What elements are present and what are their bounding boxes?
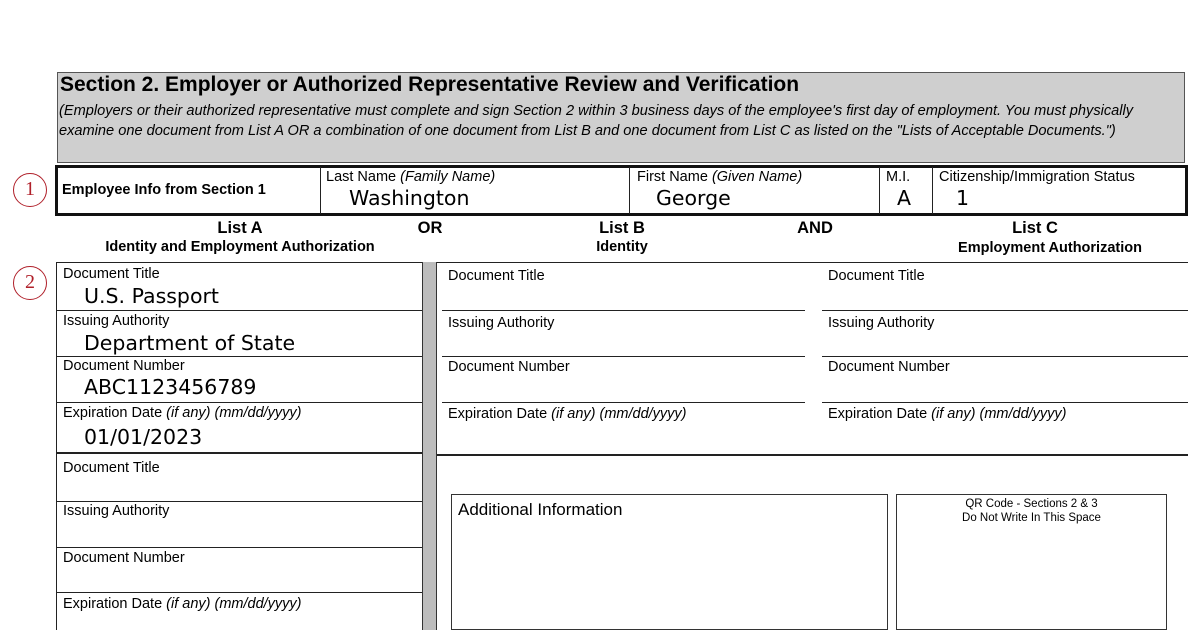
- list-c-doc-title-label: Document Title: [828, 268, 925, 284]
- list-c-issuing-label: Issuing Authority: [828, 315, 935, 331]
- list-a-expiration-field[interactable]: 01/01/2023: [84, 425, 203, 449]
- list-c-issuing-field[interactable]: [822, 356, 1188, 357]
- list-a-doc-number-field[interactable]: ABC1123456789: [84, 375, 257, 399]
- last-name-field[interactable]: Washington: [349, 186, 470, 210]
- employee-info-label: Employee Info from Section 1: [62, 182, 266, 198]
- citizenship-status-field[interactable]: 1: [956, 186, 970, 210]
- middle-initial-field[interactable]: A: [897, 186, 912, 210]
- qr-code-note: QR Code - Sections 2 & 3 Do Not Write In This Space: [962, 498, 1101, 524]
- list-b-doc-title-label: Document Title: [448, 268, 545, 284]
- list-b-expiration-label: Expiration Date (if any) (mm/dd/yyyy): [448, 406, 687, 422]
- list-a-doc2-number-label: Document Number: [63, 550, 185, 566]
- step-marker-2: 2: [13, 266, 47, 300]
- list-b-doc-title-field[interactable]: [442, 310, 805, 311]
- list-b-doc-number-field[interactable]: [442, 402, 805, 403]
- list-c-title: List C: [1012, 219, 1058, 237]
- list-b-subtitle: Identity: [596, 239, 648, 255]
- last-name-label: Last Name (Family Name): [326, 169, 496, 185]
- list-b-title: List B: [599, 219, 645, 237]
- list-a-expiration-label: Expiration Date (if any) (mm/dd/yyyy): [63, 405, 302, 421]
- step-marker-1: 1: [13, 173, 47, 207]
- list-c-doc-number-field[interactable]: [822, 402, 1188, 403]
- list-b-doc-number-label: Document Number: [448, 359, 570, 375]
- list-c-doc-number-label: Document Number: [828, 359, 950, 375]
- list-a-doc2-title-field[interactable]: [56, 501, 422, 502]
- list-a-title: List A: [217, 219, 263, 237]
- section-title: Section 2. Employer or Authorized Representative Review and Verification: [60, 73, 800, 96]
- column-divider: [422, 262, 437, 630]
- list-a-doc2-title-label: Document Title: [63, 460, 160, 476]
- or-label: OR: [417, 219, 443, 237]
- list-a-doc-title-field[interactable]: U.S. Passport: [84, 284, 219, 308]
- list-b-issuing-label: Issuing Authority: [448, 315, 555, 331]
- first-name-label: First Name (Given Name): [637, 169, 803, 185]
- section-instructions: (Employers or their authorized representative must complete and sign Section 2 within 3 business days of the employee's first day of employment. You must physically examine one document from List A OR a combination of one document from List B and one document from List C as listed on the "Lists of Acceptable Documents."): [59, 103, 1134, 139]
- list-c-doc-title-field[interactable]: [822, 310, 1188, 311]
- and-label: AND: [797, 219, 833, 237]
- list-c-subtitle: Employment Authorization: [958, 240, 1142, 256]
- first-name-field[interactable]: George: [656, 186, 731, 210]
- citizenship-status-label: Citizenship/Immigration Status: [939, 169, 1135, 185]
- list-a-doc-title-label: Document Title: [63, 266, 160, 282]
- middle-initial-label: M.I.: [886, 169, 911, 185]
- list-a-doc2-issuing-label: Issuing Authority: [63, 503, 170, 519]
- list-a-doc2-issuing-field[interactable]: [56, 547, 422, 548]
- list-a-subtitle: Identity and Employment Authorization: [105, 239, 375, 255]
- list-a-issuing-label: Issuing Authority: [63, 313, 170, 329]
- list-a-doc2-expiration-label: Expiration Date (if any) (mm/dd/yyyy): [63, 596, 302, 612]
- list-a-doc2-number-field[interactable]: [56, 592, 422, 593]
- list-c-expiration-label: Expiration Date (if any) (mm/dd/yyyy): [828, 406, 1067, 422]
- additional-info-label: Additional Information: [458, 500, 623, 519]
- list-a-doc-number-label: Document Number: [63, 358, 185, 374]
- list-a-issuing-field[interactable]: Department of State: [84, 331, 296, 355]
- list-b-issuing-field[interactable]: [442, 356, 805, 357]
